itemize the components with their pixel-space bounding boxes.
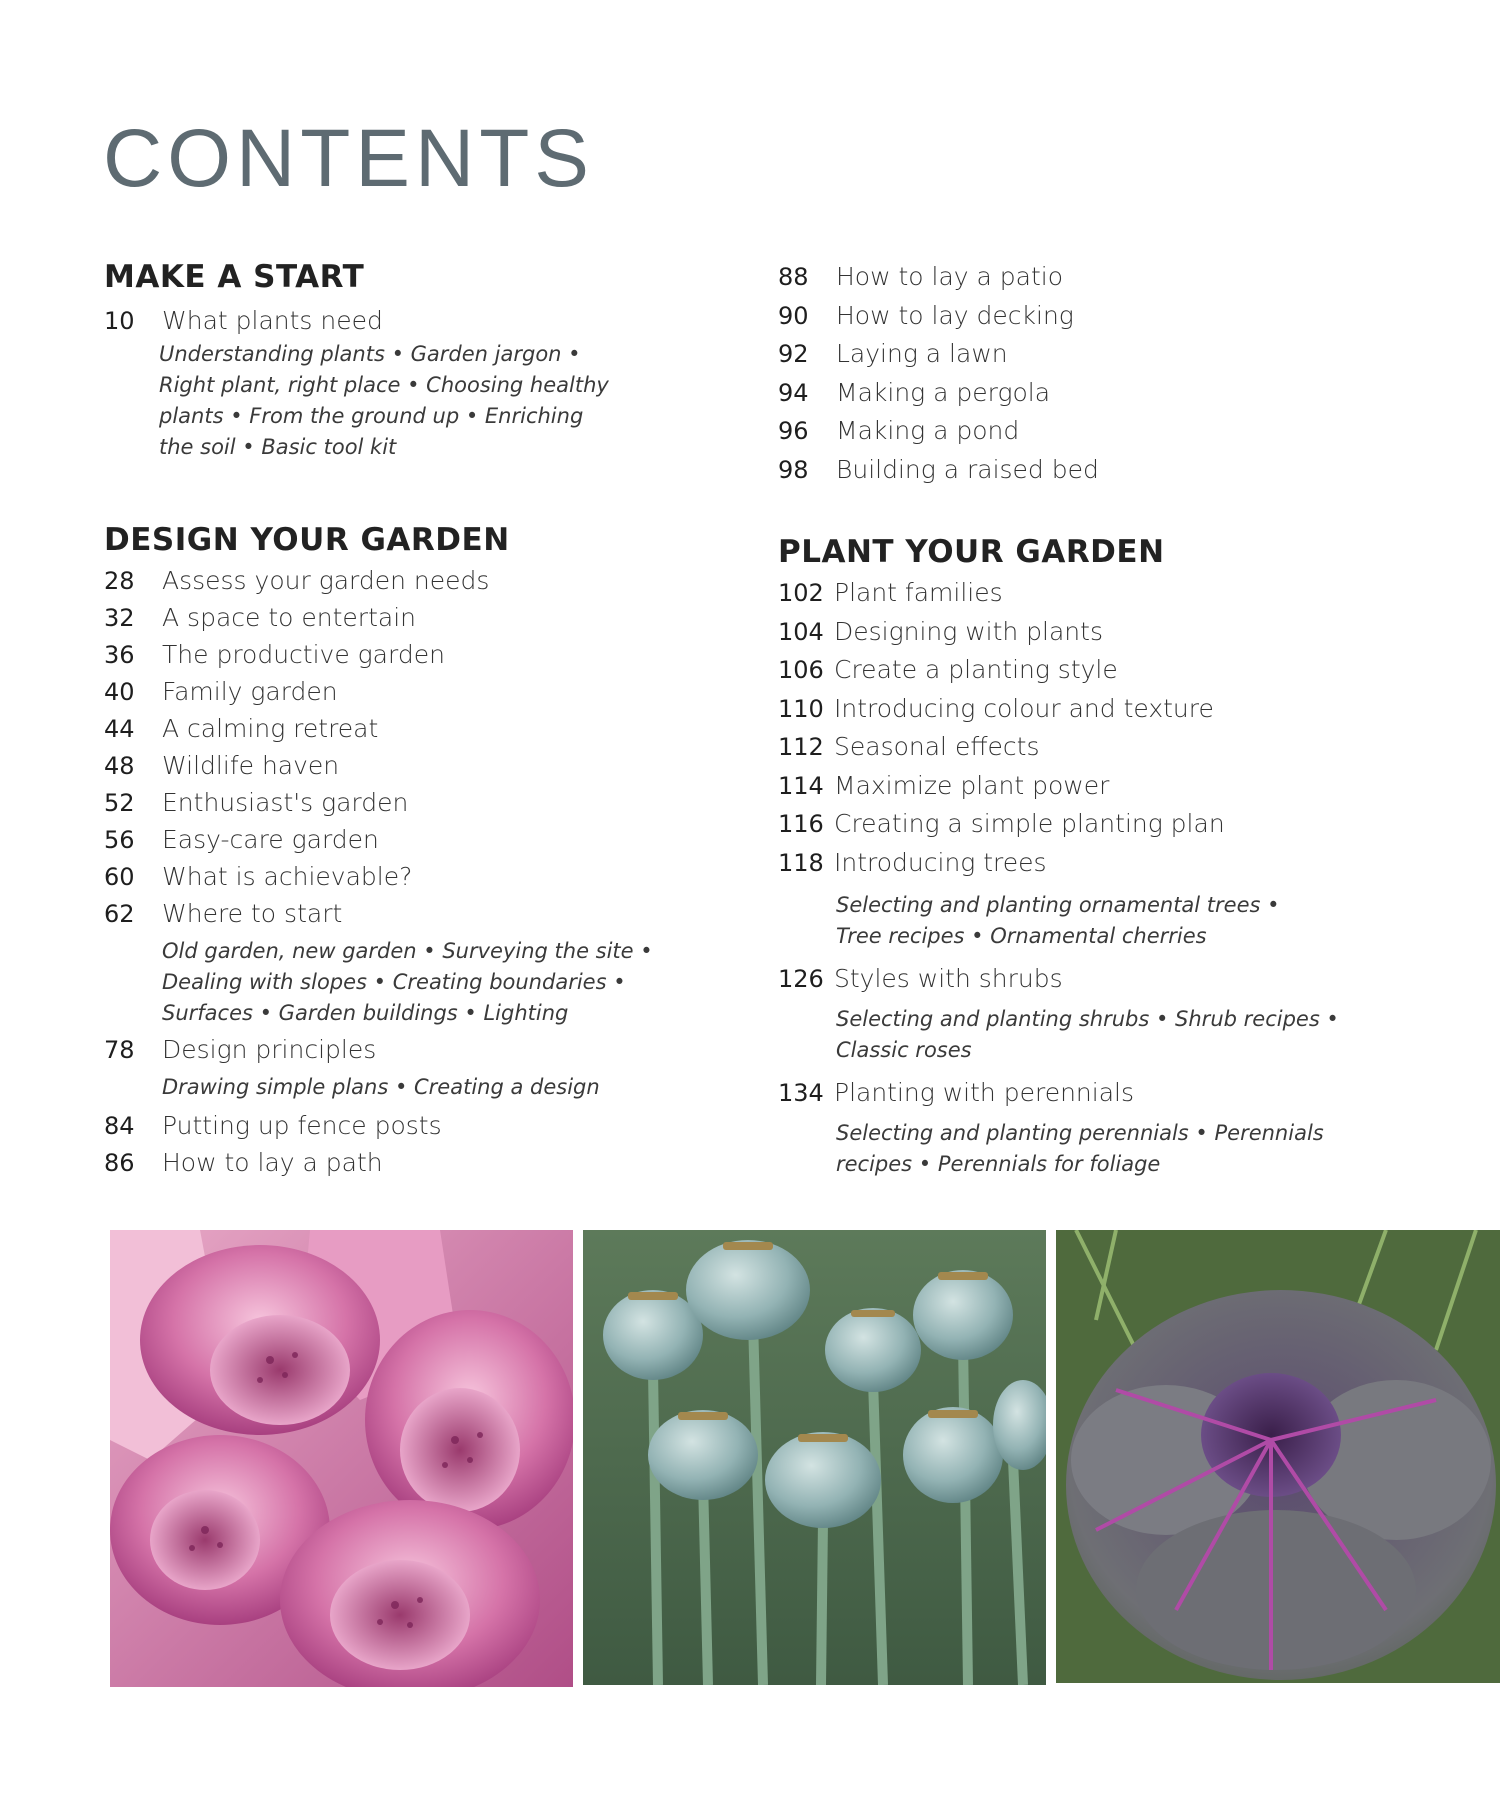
toc-entry[interactable] [104, 862, 664, 899]
entry-title: Family garden [162, 677, 338, 706]
entry-title: Designing with plants [834, 616, 1103, 646]
toc-entry[interactable] [778, 301, 1338, 340]
toc-entry[interactable] [104, 825, 664, 862]
section-heading-design-your-garden: DESIGN YOUR GARDEN [104, 522, 510, 558]
entry-title: Create a planting style [834, 655, 1118, 684]
page-number: 118 [778, 848, 824, 877]
entry-subtopics [159, 339, 664, 463]
page-number: 84 [104, 1112, 135, 1140]
entry-subtopics [836, 1118, 1338, 1180]
toc-entry[interactable] [104, 603, 664, 640]
toc-entry[interactable] [104, 306, 664, 335]
page-number: 60 [104, 863, 135, 891]
entry-title: What is achievable? [162, 862, 413, 891]
entry-title: Enthusiast's garden [162, 788, 409, 817]
entry-title: A calming retreat [162, 714, 379, 743]
poppy-seedheads-photo [583, 1230, 1046, 1685]
toc-entry[interactable] [778, 578, 1338, 617]
page-number: 126 [778, 965, 824, 993]
page-number: 10 [104, 307, 135, 335]
page-number: 52 [104, 789, 135, 817]
entry-title: Wildlife haven [162, 751, 340, 780]
entry-title: Planting with perennials [834, 1078, 1134, 1107]
entry-title: Design principles [162, 1035, 377, 1064]
toc-entry[interactable] [104, 899, 664, 936]
subtopic-line: Old garden, new garden • Surveying the site • [162, 939, 653, 963]
subtopic-line: Understanding plants • Garden jargon • [159, 342, 581, 366]
toc-entry[interactable] [104, 1035, 664, 1072]
toc-entry[interactable] [778, 964, 1338, 1002]
entry-title: How to lay a patio [836, 262, 1064, 291]
page-number: 32 [104, 604, 135, 632]
toc-entry[interactable] [778, 809, 1338, 848]
entry-title: Introducing trees [834, 847, 1047, 877]
toc-entry[interactable] [104, 1148, 664, 1185]
page-number: 78 [104, 1036, 135, 1064]
page-number: 110 [778, 694, 824, 723]
toc-entry[interactable] [104, 751, 664, 788]
toc-entry[interactable] [104, 788, 664, 825]
toc-entry[interactable] [104, 677, 664, 714]
page-number: 94 [778, 378, 809, 407]
toc-entry[interactable] [778, 617, 1338, 656]
entry-subtopics [836, 890, 1338, 952]
page-number: 92 [778, 340, 809, 368]
page-number: 28 [104, 567, 135, 595]
toc-entry[interactable] [778, 1078, 1338, 1116]
page-number: 114 [778, 771, 824, 800]
page-number: 44 [104, 715, 135, 743]
subtopic-line: Selecting and planting ornamental trees • [836, 893, 1280, 917]
entry-title: A space to entertain [162, 603, 416, 632]
subtopic-line: Selecting and planting perennials • Perennials [836, 1121, 1324, 1145]
right-column [778, 262, 1338, 1180]
subtopic-line: Tree recipes • Ornamental cherries [836, 924, 1207, 948]
page-title: CONTENTS [103, 113, 594, 204]
page-number: 116 [778, 810, 824, 838]
page-number: 104 [778, 617, 824, 646]
toc-entry[interactable] [778, 771, 1338, 810]
subtopic-line: Drawing simple plans • Creating a design [162, 1075, 600, 1099]
entry-title: Creating a simple planting plan [834, 809, 1225, 838]
foxglove-photo [110, 1230, 573, 1687]
section-heading-plant-your-garden: PLANT YOUR GARDEN [778, 534, 1165, 570]
page-number: 36 [104, 641, 135, 669]
ornamental-cabbage-photo [1056, 1230, 1500, 1683]
toc-entry[interactable] [778, 655, 1338, 694]
page-number: 102 [778, 579, 824, 607]
toc-entry[interactable] [778, 732, 1338, 771]
page-number: 86 [104, 1149, 135, 1177]
entry-title: Easy-care garden [162, 825, 379, 854]
toc-entry[interactable] [778, 416, 1338, 455]
page-number: 112 [778, 733, 824, 761]
entry-title: Seasonal effects [834, 732, 1040, 761]
toc-entry[interactable] [104, 714, 664, 751]
toc-entry[interactable] [104, 566, 664, 603]
entry-title: Laying a lawn [836, 339, 1008, 368]
subtopic-line: Selecting and planting shrubs • Shrub recipes • [836, 1007, 1339, 1031]
subtopic-line: recipes • Perennials for foliage [836, 1152, 1161, 1176]
toc-entry[interactable] [778, 339, 1338, 378]
entry-title: Plant families [834, 578, 1003, 607]
toc-entry[interactable] [778, 378, 1338, 417]
entry-title: Putting up fence posts [162, 1111, 442, 1140]
page-number: 48 [104, 752, 135, 780]
entry-title: Styles with shrubs [834, 964, 1063, 993]
page-number: 106 [778, 656, 824, 684]
subtopic-line: the soil • Basic tool kit [159, 435, 397, 459]
entry-title: How to lay decking [836, 300, 1074, 330]
page-number: 98 [778, 455, 809, 484]
page-number: 56 [104, 826, 135, 854]
entry-title: Introducing colour and texture [834, 693, 1214, 723]
page-number: 88 [778, 263, 809, 291]
subtopic-line: plants • From the ground up • Enriching [159, 404, 584, 428]
entry-title: What plants need [162, 306, 383, 335]
entry-subtopics [162, 936, 664, 1029]
toc-entry[interactable] [104, 640, 664, 677]
entry-title: The productive garden [162, 640, 445, 669]
page-number: 134 [778, 1079, 824, 1107]
toc-entry[interactable] [104, 1111, 664, 1148]
page-number: 90 [778, 301, 809, 330]
toc-entry[interactable] [778, 455, 1338, 494]
entry-title: Building a raised bed [836, 454, 1099, 484]
entry-title: Maximize plant power [834, 770, 1110, 800]
toc-entry[interactable] [778, 694, 1338, 733]
entry-title: How to lay a path [162, 1148, 383, 1177]
toc-entry[interactable] [778, 848, 1338, 887]
entry-title: Making a pergola [836, 377, 1051, 407]
subtopic-line: Surfaces • Garden buildings • Lighting [162, 1001, 569, 1025]
entry-title: Making a pond [836, 416, 1020, 445]
page-number: 96 [778, 417, 809, 445]
subtopic-line: Dealing with slopes • Creating boundaries • [162, 970, 626, 994]
section-heading-make-a-start: MAKE A START [104, 259, 365, 295]
subtopic-line: Right plant, right place • Choosing healthy [159, 373, 609, 397]
page-number: 40 [104, 678, 135, 706]
toc-entry[interactable] [778, 262, 1338, 301]
left-column [104, 259, 664, 1185]
page-number: 62 [104, 900, 135, 928]
entry-title: Where to start [162, 899, 343, 928]
entry-title: Assess your garden needs [162, 566, 490, 595]
entry-subtopics [836, 1004, 1338, 1066]
entry-subtopics [162, 1072, 664, 1103]
subtopic-line: Classic roses [836, 1038, 972, 1062]
